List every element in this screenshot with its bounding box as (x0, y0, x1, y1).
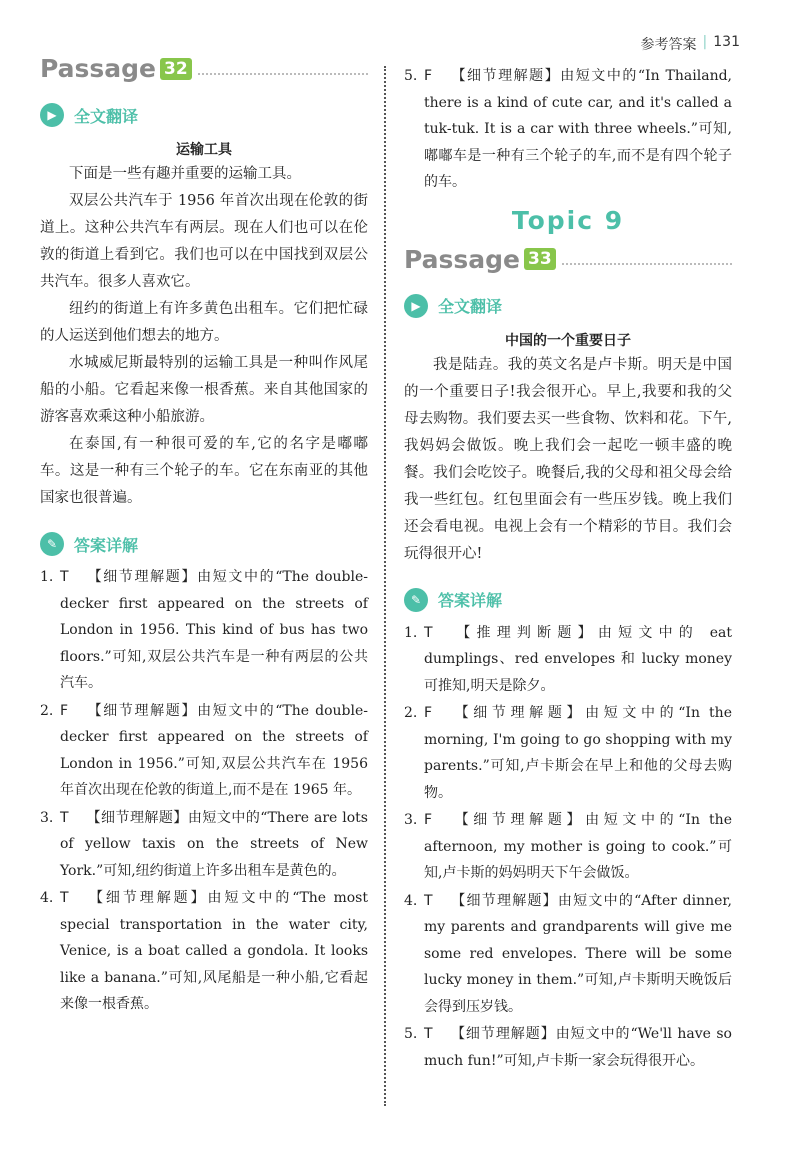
left-column (40, 54, 368, 1018)
answer-number: 2. (404, 705, 418, 721)
translation-heading-label: 全文翻译 (74, 106, 139, 126)
answers-heading-label: 答案详解 (74, 535, 139, 555)
answer-item (404, 888, 732, 1021)
answer-item (404, 1021, 732, 1074)
passage-heading (40, 54, 368, 83)
answer-item (40, 805, 368, 885)
answer-text: 【细节理解题】由短文中的“In the morning, I'm going to go shopping with my parents.”可知,卢卡斯会在早上和他的父母去购物。 (424, 705, 732, 801)
answer-list (404, 620, 732, 1075)
answer-leaf-icon: ✎ (40, 532, 64, 556)
answer-number: 4. (404, 892, 418, 909)
answer-number: 5. (404, 68, 418, 84)
answer-text: 【细节理解题】由短文中的“The double-decker first appeared on the streets of London in 1956. This kind of bus has two floors.”可知,双层公共汽车是一种有两层的公共汽车。 (60, 569, 368, 691)
play-icon: ▶ (40, 103, 64, 127)
article-title: 中国的一个重要日子 (505, 332, 631, 349)
answer-text: 【细节理解题】由短文中的“The most special transportation in the water city, Venice, is a boat called a gondola. It looks like a banana.”可知,风尾船是一种小船,它看起来像一根香蕉。 (60, 890, 368, 1012)
translation-heading-label: 全文翻译 (438, 297, 503, 316)
answer-mark: T (60, 809, 69, 826)
answer-number: 1. (404, 624, 418, 641)
answer-number: 4. (40, 890, 54, 906)
passage-word: Passage (40, 54, 157, 83)
answer-mark: T (60, 890, 69, 906)
article-paragraph: 纽约的街道上有许多黄色出租车。它们把忙碌的人运送到他们想去的地方。 (40, 301, 368, 344)
answer-text: 【推理判断题】由短文中的 eat dumplings、red envelopes 和 lucky money 可推知,明天是除夕。 (424, 624, 732, 694)
answer-item (404, 807, 732, 887)
answer-number: 3. (404, 812, 418, 828)
answer-number: 2. (40, 702, 54, 719)
answer-number: 5. (404, 1026, 418, 1042)
page-header (641, 34, 740, 54)
answer-item (404, 63, 732, 196)
article-paragraph: 在泰国,有一种很可爱的车,它的名字是嘟嘟车。这是一种有三个轮子的车。它在东南亚的其他国家也很普遍。 (40, 436, 368, 506)
heading-dotted-rule (562, 263, 732, 265)
answer-text: 【细节理解题】由短文中的“After dinner, my parents and grandparents will give me some red envelopes. There will be some lucky money in them.”可知,卢卡斯明天晚饭后会得到压岁钱。 (424, 892, 732, 1015)
heading-dotted-rule (198, 73, 368, 75)
passage-number-badge: 33 (524, 248, 556, 270)
answer-item (404, 700, 732, 806)
passage-word: Passage (404, 244, 521, 274)
article-title: 运输工具 (176, 142, 232, 158)
topic-heading: Topic 9 (511, 205, 625, 235)
header-label: 参考答案 (640, 37, 697, 53)
translation-section-heading (40, 103, 368, 127)
answer-mark: T (424, 1026, 433, 1042)
answers-section-heading (40, 532, 368, 556)
answer-text: 【细节理解题】由短文中的“There are lots of yellow taxis on the streets of New York.”可知,纽约街道上许多出租车是黄色的。 (60, 809, 368, 879)
passage-heading (404, 245, 732, 274)
translation-section-heading (404, 294, 732, 318)
answers-heading-label: 答案详解 (438, 591, 503, 610)
answer-item (40, 885, 368, 1018)
article-paragraph: 我是陆垚。我的英文名是卢卡斯。明天是中国的一个重要日子!我会很开心。早上,我要和我的父母去购物。我们要去买一些食物、饮料和花。下午,我妈妈会做饭。晚上我们会一起吃一顿丰盛的晚餐。我们会吃饺子。晚餐后,我的父母和祖父母会给我一些红包。红包里面会有一些压岁钱。晚上我们还会看电视。电视上会有一个精彩的节目。我们会玩得很开心! (404, 356, 732, 562)
answer-list (40, 564, 368, 1018)
answer-text: 【细节理解题】由短文中的“In Thailand, there is a kind of cute car, and it's called a tuk-tuk. It is a car with three wheels.”可知,嘟嘟车是一种有三个轮子的车,而不是有四个轮子的车。 (424, 68, 732, 190)
play-icon: ▶ (404, 294, 428, 318)
answer-number: 3. (40, 809, 54, 826)
passage-number-badge: 32 (160, 58, 192, 80)
answer-item (40, 698, 368, 804)
answer-mark: F (424, 68, 433, 84)
answer-mark: T (424, 892, 433, 909)
answer-item (40, 564, 368, 697)
answer-mark: T (424, 624, 433, 641)
answer-mark: F (424, 705, 433, 721)
answer-mark: F (424, 812, 433, 828)
right-column (404, 62, 732, 1074)
header-separator: | (702, 34, 708, 50)
answer-text: 【细节理解题】由短文中的“We'll have so much fun!”可知,卢卡斯一家会玩得很开心。 (424, 1026, 732, 1069)
answer-mark: T (60, 569, 69, 585)
article-paragraph: 双层公共汽车于 1956 年首次出现在伦敦的街道上。这种公共汽车有两层。现在人们也可以在伦敦的街道上看到它。我们也可以在中国找到双层公共汽车。很多人喜欢它。 (40, 193, 368, 290)
answer-text: 【细节理解题】由短文中的“The double-decker first appeared on the streets of London in 1956.”可知,双层公共汽车在 1956 年首次出现在伦敦的街道上,而不是在 1965 年。 (60, 702, 368, 798)
answer-item (404, 620, 732, 700)
article-paragraph: 下面是一些有趣并重要的运输工具。 (69, 166, 301, 182)
answers-section-heading (404, 588, 732, 612)
answer-text: 【细节理解题】由短文中的“In the afternoon, my mother is going to cook.”可知,卢卡斯的妈妈明天下午会做饭。 (424, 812, 732, 881)
answer-mark: F (60, 702, 69, 719)
page-number: 131 (713, 34, 740, 50)
column-divider (384, 66, 386, 1106)
answer-number: 1. (40, 569, 54, 585)
article-paragraph: 水城威尼斯最特别的运输工具是一种叫作风尾船的小船。它看起来像一根香蕉。来自其他国家的游客喜欢乘这种小船旅游。 (40, 355, 368, 425)
answer-leaf-icon: ✎ (404, 588, 428, 612)
